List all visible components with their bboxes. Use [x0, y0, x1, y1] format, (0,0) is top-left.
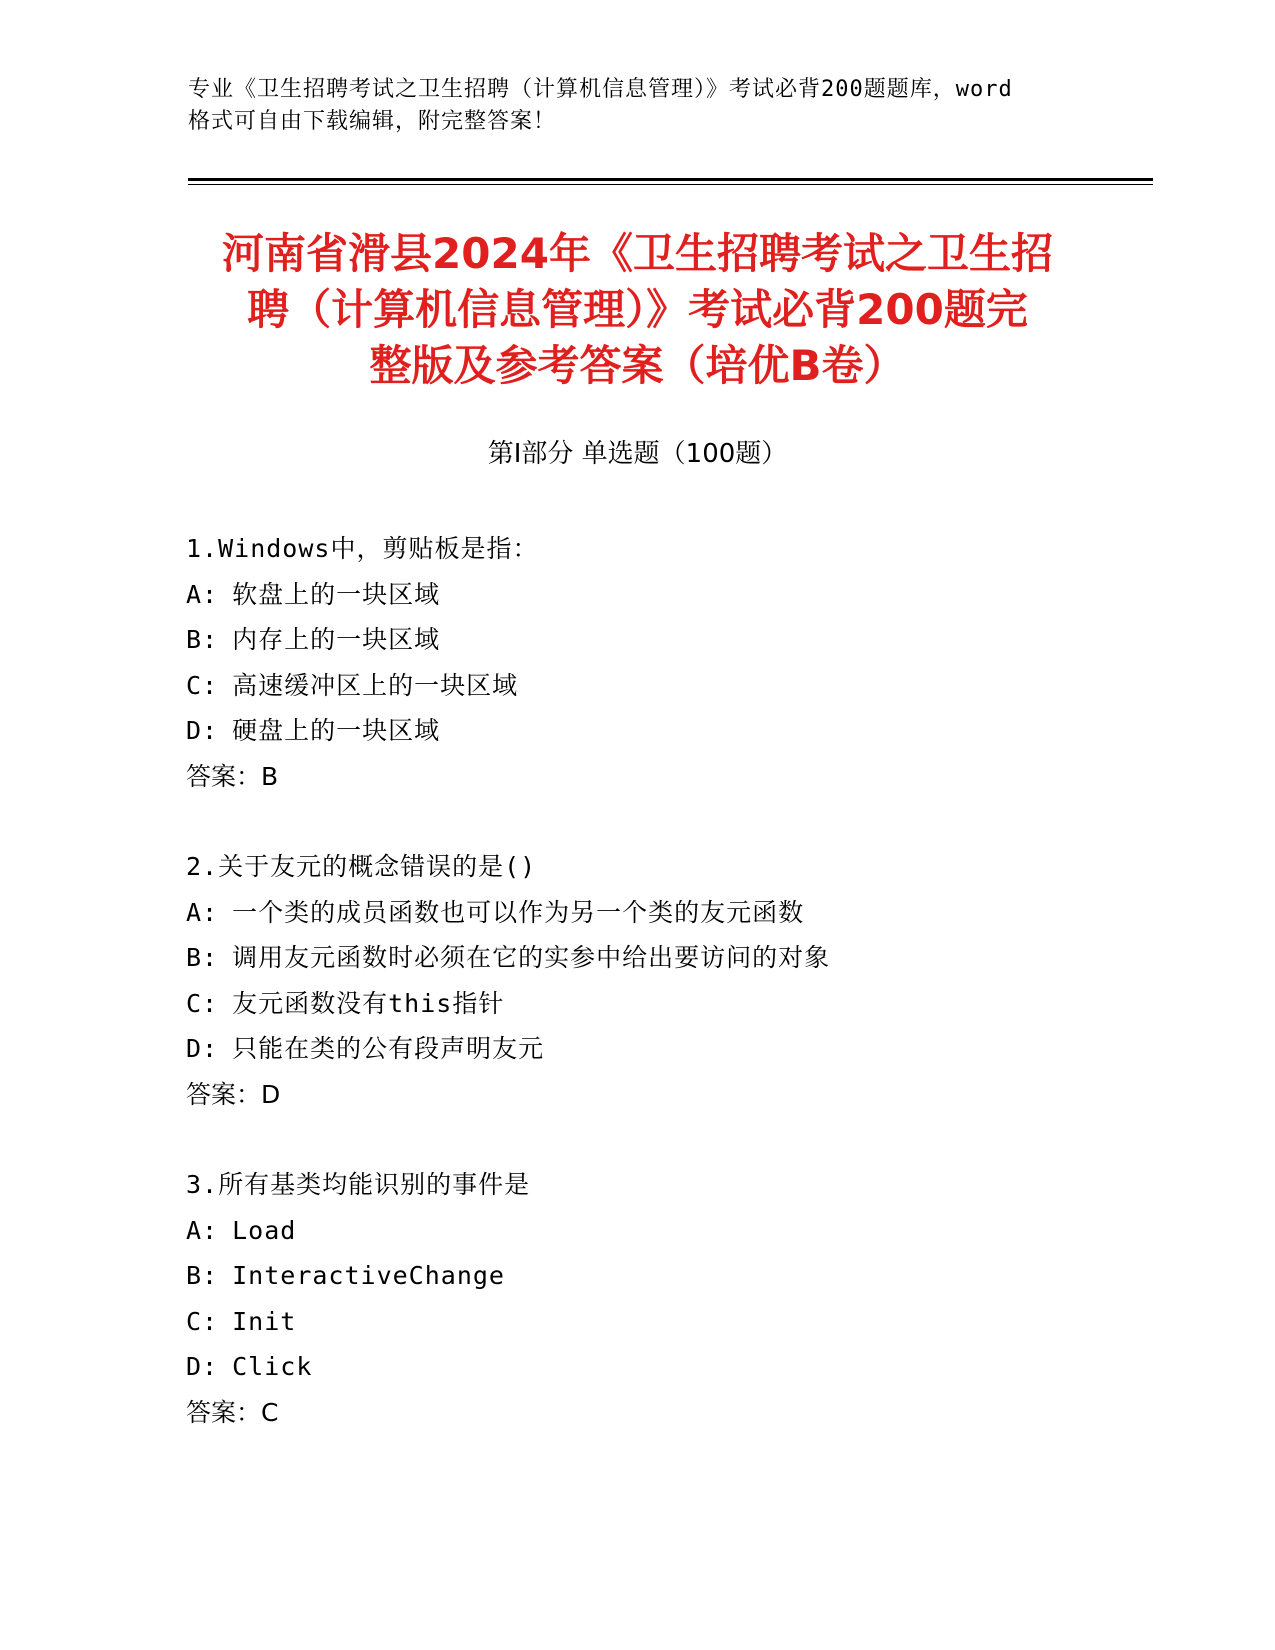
question-2 [186, 844, 1146, 1117]
header-divider-thin [188, 184, 1153, 185]
option-key: B: [186, 1261, 219, 1290]
answer-value: D [261, 1079, 281, 1109]
option-d [186, 708, 1146, 754]
option-key: C: [186, 988, 219, 1018]
option-key: A: [186, 897, 219, 927]
option-a [186, 572, 1146, 618]
option-text: 友元函数没有this指针 [232, 988, 505, 1018]
answer-line [186, 1390, 1146, 1436]
answer-value: C [261, 1397, 279, 1427]
option-key: C: [186, 1306, 219, 1336]
option-key: D: [186, 1352, 219, 1381]
option-text: Click [232, 1352, 313, 1381]
option-text: 高速缓冲区上的一块区域 [232, 670, 519, 700]
option-text: InteractiveChange [232, 1261, 505, 1290]
title-line-1: 河南省滑县2024年《卫生招聘考试之卫生招 [222, 229, 1053, 278]
title-line-3: 整版及参考答案（培优B卷） [369, 341, 906, 390]
option-c [186, 1299, 1146, 1345]
option-text: Load [232, 1215, 297, 1245]
option-text: 软盘上的一块区域 [232, 579, 441, 609]
option-key: B: [186, 625, 219, 654]
option-key: D: [186, 716, 219, 745]
option-text: 内存上的一块区域 [232, 625, 441, 654]
question-3 [186, 1162, 1146, 1435]
answer-line [186, 1072, 1146, 1118]
answer-label: 答案： [186, 761, 262, 791]
title-line-2: 聘（计算机信息管理）》考试必背200题完 [247, 285, 1028, 334]
option-text: 一个类的成员函数也可以作为另一个类的友元函数 [232, 897, 805, 927]
option-key: C: [186, 670, 219, 700]
answer-line [186, 754, 1146, 800]
header-note-line-1: 专业《卫生招聘考试之卫生招聘（计算机信息管理）》考试必背200题题库，word [188, 77, 1013, 102]
option-b [186, 1253, 1146, 1299]
question-stem: 2.关于友元的概念错误的是() [186, 852, 537, 881]
option-text: Init [232, 1306, 297, 1336]
answer-value: B [261, 761, 279, 791]
document-title [150, 226, 1125, 394]
option-b [186, 935, 1146, 981]
option-b [186, 617, 1146, 663]
question-1 [186, 526, 1146, 799]
option-key: A: [186, 579, 219, 609]
option-key: D: [186, 1034, 219, 1063]
option-c [186, 981, 1146, 1027]
question-list [186, 526, 1146, 1480]
option-text: 调用友元函数时必须在它的实参中给出要访问的对象 [232, 943, 831, 972]
option-a [186, 1208, 1146, 1254]
header-note-line-2: 格式可自由下载编辑，附完整答案！ [188, 109, 557, 134]
option-key: A: [186, 1215, 219, 1245]
option-c [186, 663, 1146, 709]
question-stem: 1.Windows中，剪贴板是指： [186, 534, 539, 563]
option-d [186, 1344, 1146, 1390]
header-divider-thick [188, 178, 1153, 181]
section-heading: 第I部分 单选题（100题） [487, 439, 788, 469]
option-d [186, 1026, 1146, 1072]
option-text: 只能在类的公有段声明友元 [232, 1034, 545, 1063]
header-note [188, 74, 1088, 138]
answer-label: 答案： [186, 1079, 262, 1109]
option-key: B: [186, 943, 219, 972]
option-a [186, 890, 1146, 936]
answer-label: 答案： [186, 1397, 262, 1427]
question-stem: 3.所有基类均能识别的事件是 [186, 1170, 531, 1199]
option-text: 硬盘上的一块区域 [232, 716, 441, 745]
